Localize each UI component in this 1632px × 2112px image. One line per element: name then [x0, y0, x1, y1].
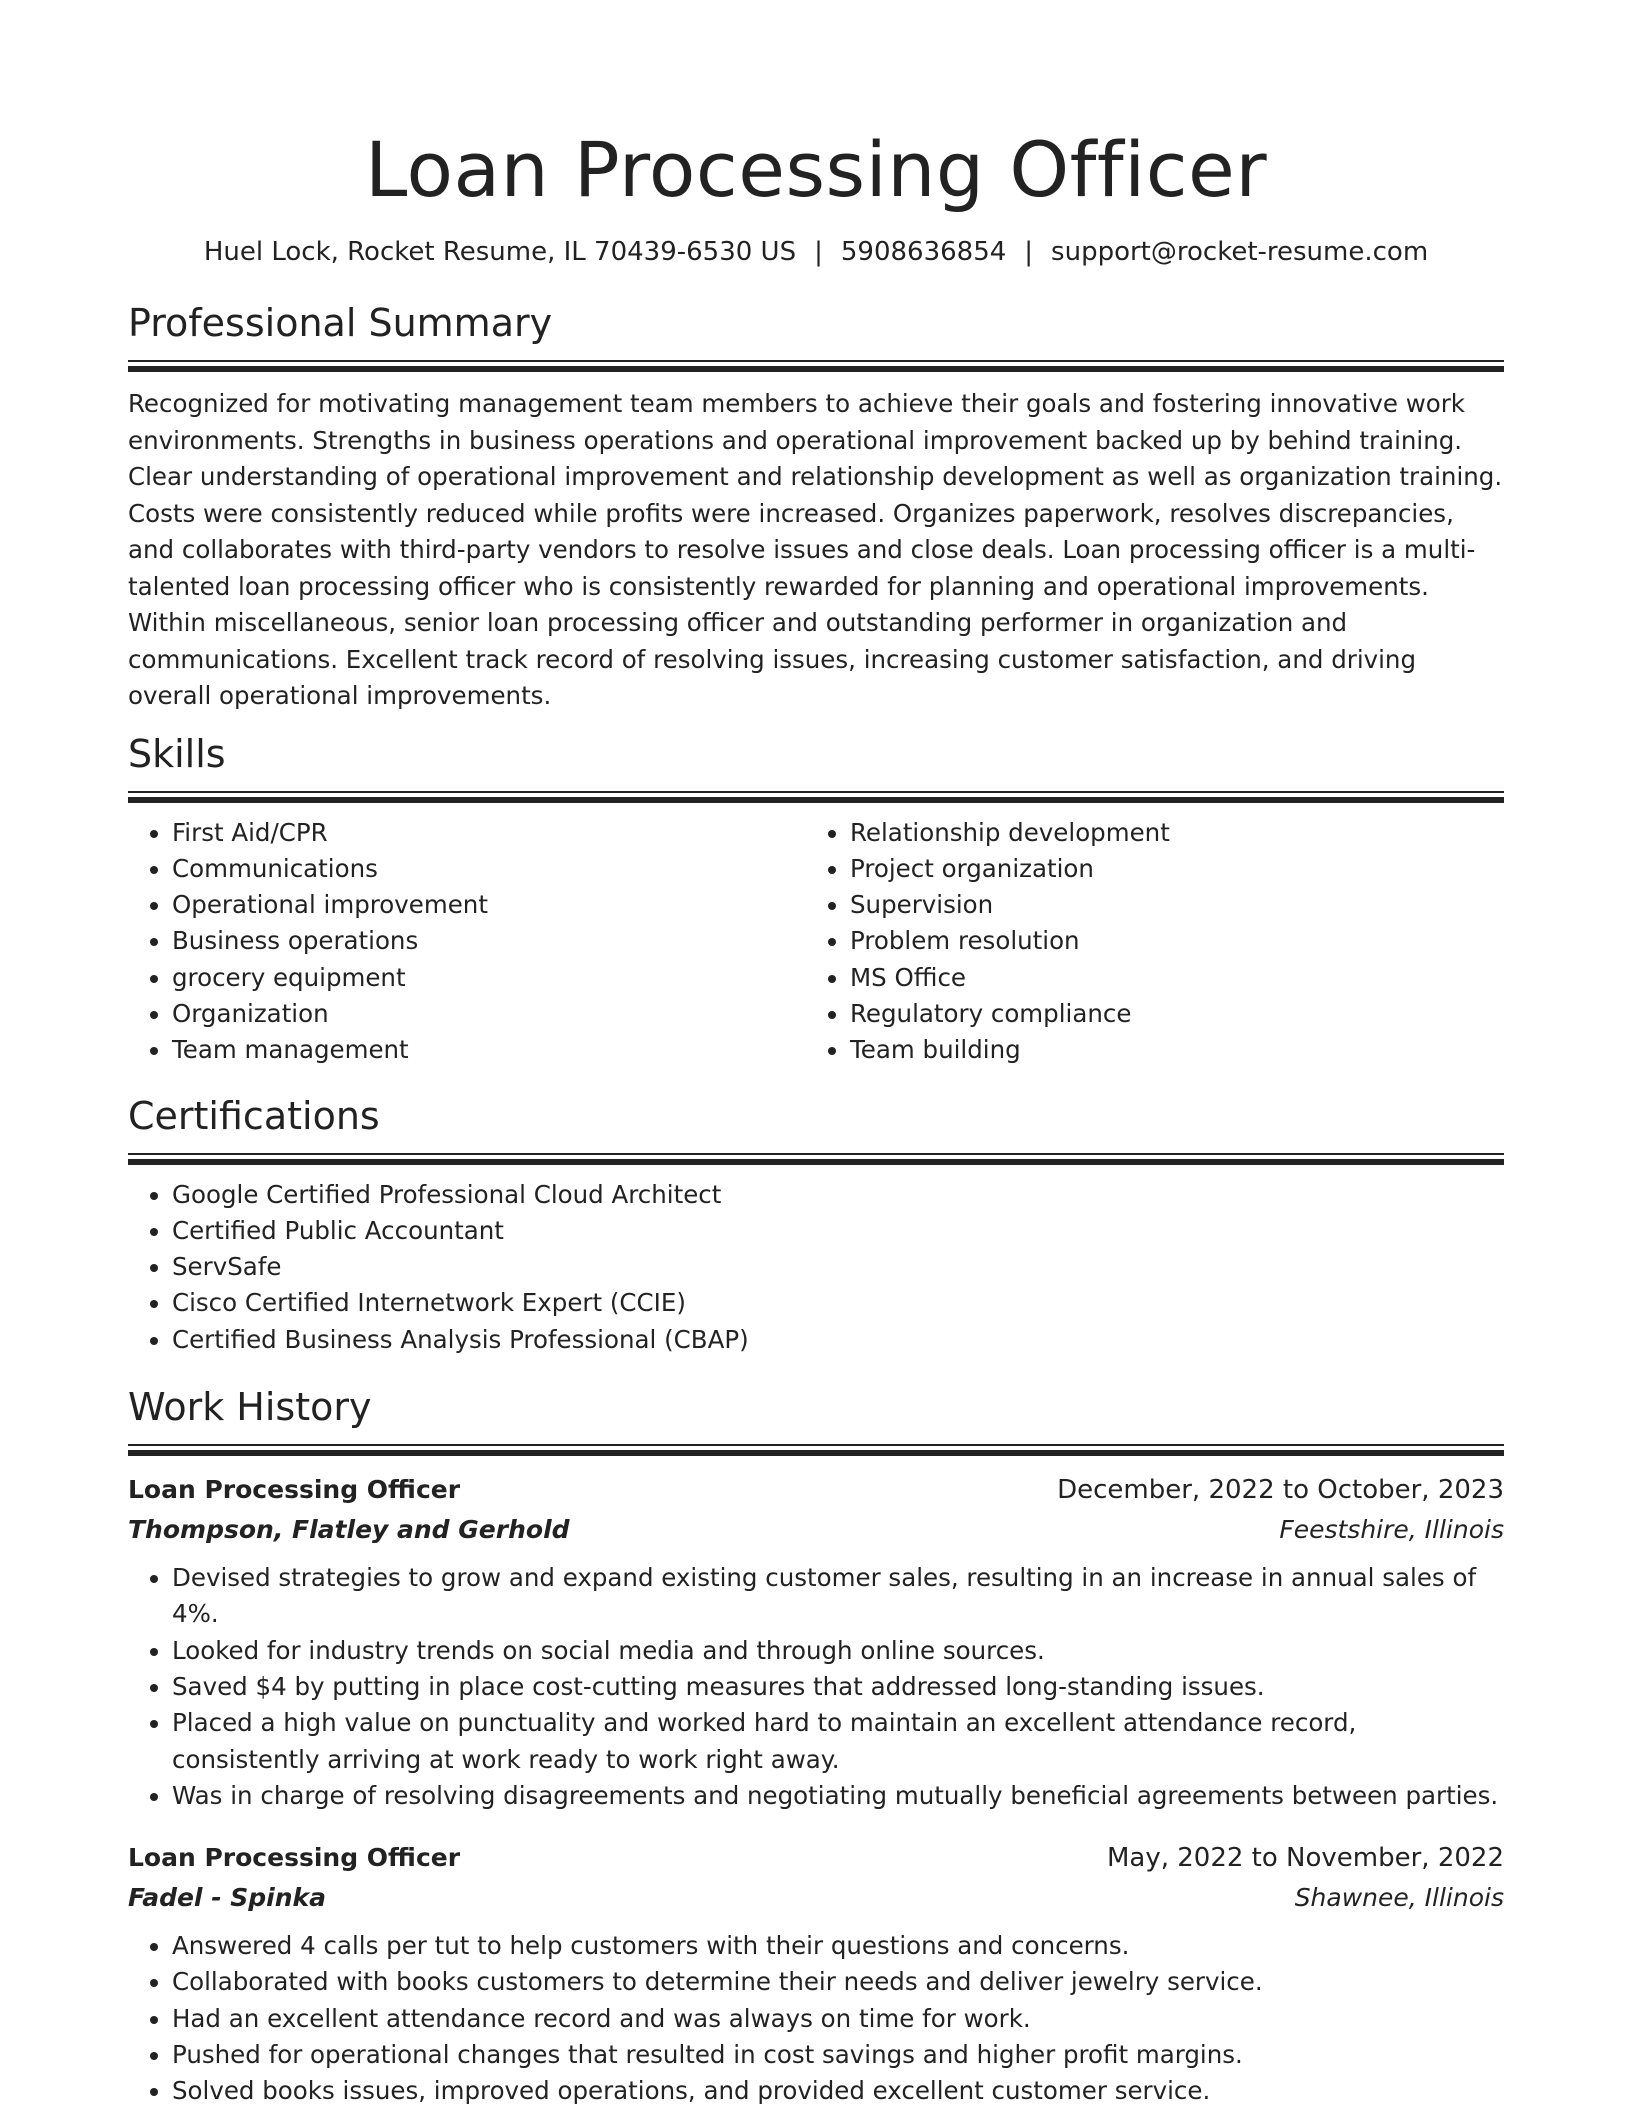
job-bullet: • Devised strategies to grow and expand existing customer sales, resulting in an increase in annual sales of 4%.	[172, 1560, 1504, 1633]
certification-item: • ServSafe	[172, 1249, 1504, 1285]
certification-item: • Certified Business Analysis Professional (CBAP)	[172, 1322, 1504, 1358]
skill-item: • grocery equipment	[172, 960, 806, 996]
skill-item: • Team building	[850, 1032, 1484, 1068]
skill-item: • Problem resolution	[850, 923, 1484, 959]
skill-item: • First Aid/CPR	[172, 815, 806, 851]
certification-item: • Certified Public Accountant	[172, 1213, 1504, 1249]
job-bullet: • Had an excellent attendance record and was always on time for work.	[172, 2001, 1504, 2037]
job-dates: May, 2022 to November, 2022	[1106, 1843, 1504, 1874]
job-bullet: • Was in charge of resolving disagreements and negotiating mutually beneficial agreements between parties.	[172, 1778, 1504, 1814]
skill-item: • MS Office	[850, 960, 1484, 996]
work-history-section	[128, 1382, 1504, 2110]
section-title-summary: Professional Summary	[128, 301, 553, 345]
contact-line	[128, 234, 1504, 270]
contact-separator: |	[814, 237, 823, 267]
contact-separator: |	[1024, 237, 1034, 267]
section-title-work-history: Work History	[128, 1385, 372, 1430]
job-title: Loan Processing Officer	[128, 1843, 461, 1873]
job-bullet: • Looked for industry trends on social media and through online sources.	[172, 1633, 1504, 1669]
skills-column-right	[806, 815, 1484, 1069]
certification-item: • Cisco Certified Internetwork Expert (CCIE)	[172, 1285, 1504, 1321]
contact-address: Huel Lock, Rocket Resume, IL 70439-6530 US	[203, 237, 797, 267]
job-bullets	[128, 1928, 1504, 2109]
job-bullet: • Collaborated with books customers to determine their needs and deliver jewelry service.	[172, 1964, 1504, 2000]
skill-item: • Organization	[172, 996, 806, 1032]
skill-item: • Communications	[172, 851, 806, 887]
job-header-row	[128, 1470, 1504, 1510]
resume-name-title: Loan Processing Officer	[364, 125, 1268, 214]
certification-item: • Google Certified Professional Cloud Architect	[172, 1177, 1504, 1213]
job-location: Feestshire, Illinois	[1279, 1515, 1504, 1545]
job-company: Fadel - Spinka	[128, 1883, 327, 1913]
skill-item: • Supervision	[850, 887, 1484, 923]
job-entry	[128, 1838, 1504, 2109]
job-company: Thompson, Flatley and Gerhold	[128, 1515, 570, 1545]
section-title-certifications: Certifications	[128, 1093, 380, 1138]
skill-item: • Operational improvement	[172, 887, 806, 923]
job-title: Loan Processing Officer	[128, 1475, 461, 1505]
job-bullet: • Saved $4 by putting in place cost-cutting measures that addressed long-standing issues.	[172, 1669, 1504, 1705]
skill-item: • Business operations	[172, 923, 806, 959]
contact-email: support@rocket-resume.com	[1051, 237, 1429, 267]
skill-item: • Team management	[172, 1032, 806, 1068]
job-dates: December, 2022 to October, 2023	[1057, 1475, 1504, 1506]
job-entry	[128, 1470, 1504, 1814]
skills-section	[128, 729, 1504, 1069]
job-bullet: • Answered 4 calls per tut to help customers with their questions and concerns.	[172, 1928, 1504, 1964]
section-divider	[128, 791, 1504, 803]
summary-section	[128, 298, 1504, 715]
job-header-row	[128, 1838, 1504, 1878]
section-divider	[128, 1444, 1504, 1456]
section-divider	[128, 1153, 1504, 1165]
job-company-row	[128, 1878, 1504, 1918]
certifications-section	[128, 1091, 1504, 1358]
skill-item: • Regulatory compliance	[850, 996, 1484, 1032]
job-company-row	[128, 1510, 1504, 1550]
job-bullet: • Solved books issues, improved operations, and provided excellent customer service.	[172, 2073, 1504, 2109]
job-bullet: • Pushed for operational changes that resulted in cost savings and higher profit margins.	[172, 2037, 1504, 2073]
skills-grid	[128, 815, 1504, 1069]
resume-page	[128, 0, 1504, 2110]
skill-item: • Project organization	[850, 851, 1484, 887]
summary-text: Recognized for motivating management team members to achieve their goals and fostering innovative work environments. Strengths in business operations and operational improvement backed up by behind training. Clear understanding of operational improvement and relationship development as well as organization training. Costs were consistently reduced while profits were increased. Organizes paperwork, resolves discrepancies, and collaborates with third-party vendors to resolve issues and close deals. Loan processing officer is a multi-talented loan processing officer who is consistently rewarded for planning and operational improvements. Within miscellaneous, senior loan processing officer and outstanding performer in organization and communications. Excellent track record of resolving issues, increasing customer satisfaction, and driving overall operational improvements.	[128, 389, 1503, 710]
job-bullets	[128, 1560, 1504, 1814]
contact-phone: 5908636854	[840, 237, 1007, 267]
skills-column-left	[128, 815, 806, 1069]
section-divider	[128, 360, 1504, 372]
skill-item: • Relationship development	[850, 815, 1484, 851]
job-location: Shawnee, Illinois	[1294, 1883, 1504, 1913]
job-bullet: • Placed a high value on punctuality and worked hard to maintain an excellent attendance record, consistently arriving at work ready to work right away.	[172, 1705, 1504, 1778]
certifications-list	[128, 1177, 1504, 1358]
section-title-skills: Skills	[128, 731, 226, 776]
